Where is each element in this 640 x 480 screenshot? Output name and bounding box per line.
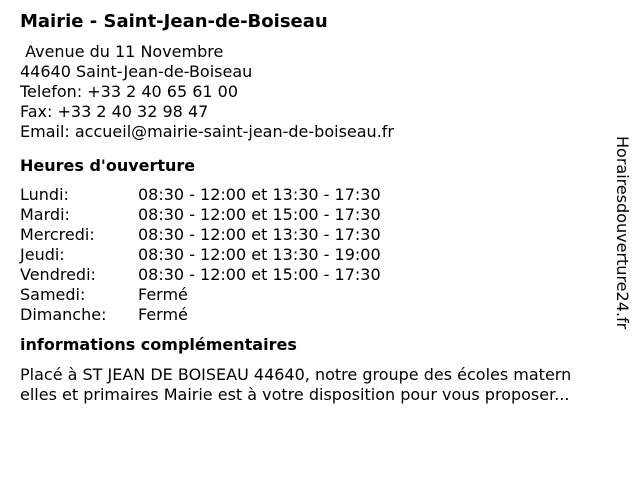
address-block	[20, 42, 620, 142]
email-address: Email: accueil@mairie-saint-jean-de-boiseau.fr	[20, 122, 394, 141]
info-line-2: elles et primaires Mairie est à votre disposition pour vous proposer...	[20, 385, 570, 404]
site-brand-watermark: Horairesdouverture24.fr	[613, 136, 632, 330]
hours-row-friday	[20, 265, 620, 285]
time-value: Fermé	[138, 305, 188, 324]
day-label: Mercredi:	[20, 225, 95, 244]
time-value: 08:30 - 12:00 et 15:00 - 17:30	[138, 265, 381, 284]
hours-row-monday	[20, 185, 620, 205]
day-label: Vendredi:	[20, 265, 96, 284]
business-listing	[20, 10, 620, 405]
page-title: Mairie - Saint-Jean-de-Boiseau	[20, 11, 328, 32]
city-postal: 44640 Saint-Jean-de-Boiseau	[20, 62, 253, 81]
day-label: Dimanche:	[20, 305, 107, 324]
day-label: Mardi:	[20, 205, 70, 224]
time-value: 08:30 - 12:00 et 15:00 - 17:30	[138, 205, 381, 224]
hours-row-thursday	[20, 245, 620, 265]
hours-row-tuesday	[20, 205, 620, 225]
day-label: Jeudi:	[20, 245, 65, 264]
phone-number: Telefon: +33 2 40 65 61 00	[20, 82, 239, 101]
hours-table	[20, 185, 620, 325]
time-value: Fermé	[138, 285, 188, 304]
info-heading: informations complémentaires	[20, 335, 297, 354]
time-value: 08:30 - 12:00 et 13:30 - 19:00	[138, 245, 381, 264]
time-value: 08:30 - 12:00 et 13:30 - 17:30	[138, 185, 381, 204]
time-value: 08:30 - 12:00 et 13:30 - 17:30	[138, 225, 381, 244]
info-line-1: Placé à ST JEAN DE BOISEAU 44640, notre groupe des écoles matern	[20, 365, 572, 384]
street-address: Avenue du 11 Novembre	[20, 42, 224, 61]
hours-heading: Heures d'ouverture	[20, 156, 196, 175]
day-label: Lundi:	[20, 185, 69, 204]
fax-number: Fax: +33 2 40 32 98 47	[20, 102, 209, 121]
hours-row-wednesday	[20, 225, 620, 245]
info-description	[20, 365, 620, 405]
hours-row-sunday	[20, 305, 620, 325]
day-label: Samedi:	[20, 285, 86, 304]
hours-row-saturday	[20, 285, 620, 305]
